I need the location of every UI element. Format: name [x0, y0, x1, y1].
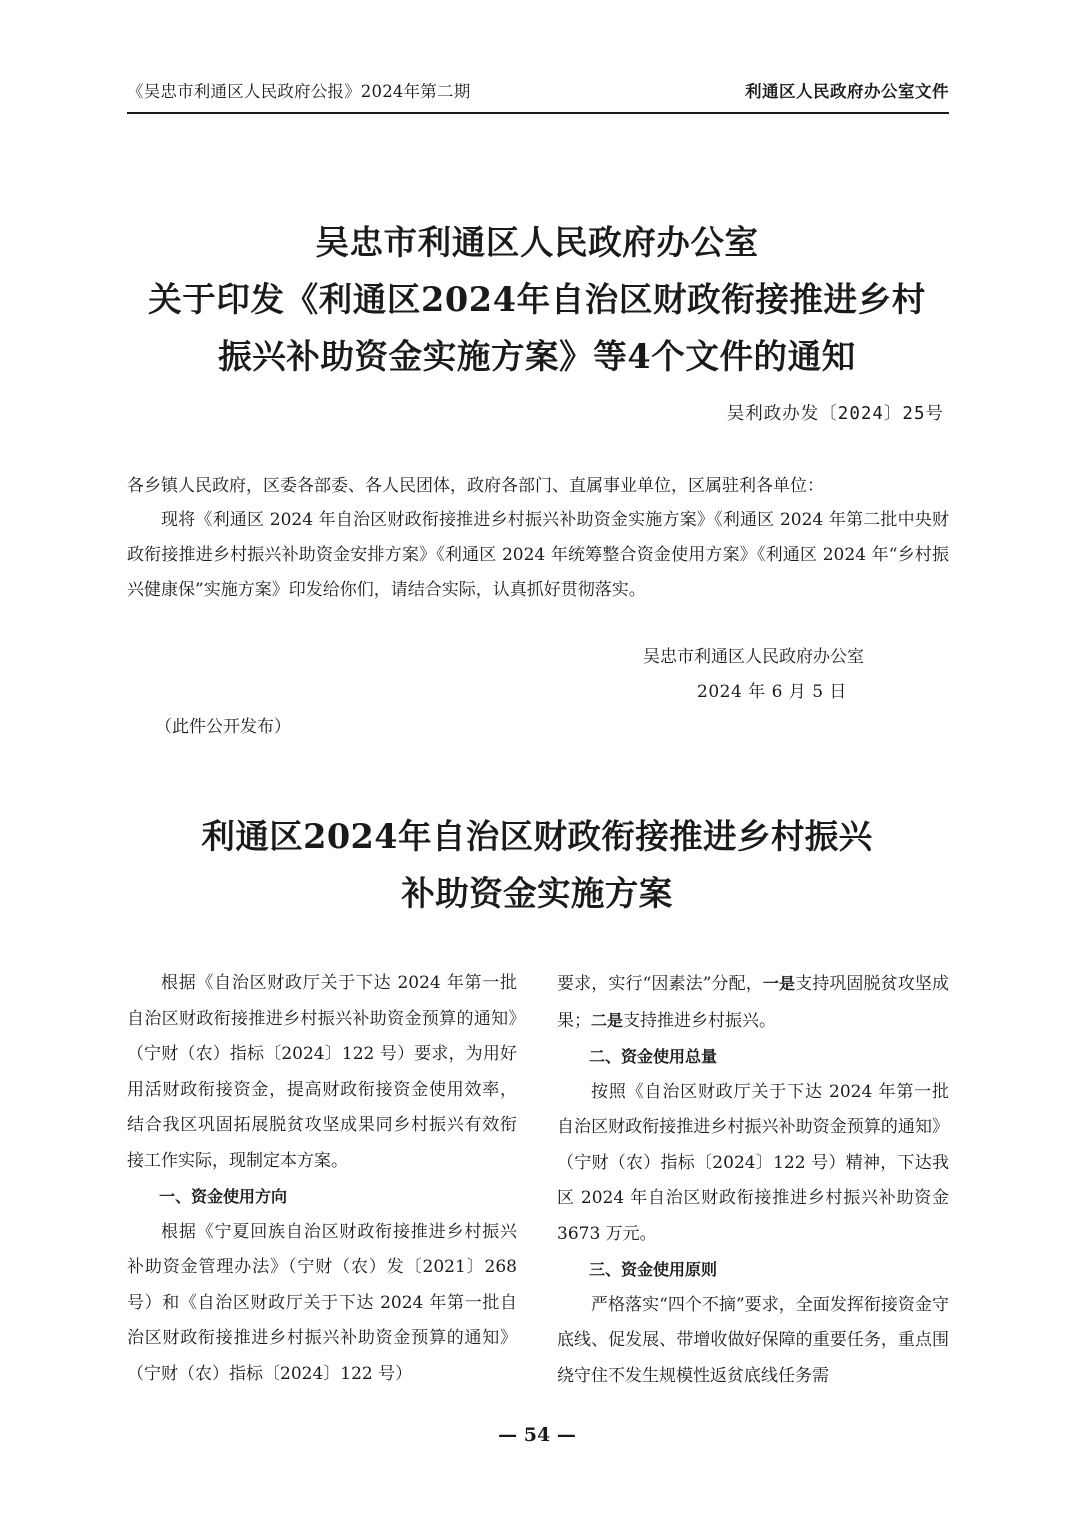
header-rule	[127, 112, 949, 114]
running-header	[127, 78, 949, 104]
emphasis: 一是	[762, 974, 796, 993]
bulletin-issue: 《吴忠市利通区人民政府公报》2024年第二期	[127, 82, 471, 101]
notice-title	[60, 214, 1014, 385]
plan-title-line: 利通区2024年自治区财政衔接推进乡村振兴	[201, 817, 873, 856]
plan-title	[60, 808, 1014, 922]
left-column	[127, 966, 517, 1392]
notice-body: 现将《利通区 2024 年自治区财政衔接推进乡村振兴补助资金实施方案》《利通区 2024 年第二批中央财政衔接推进乡村振兴补助资金安排方案》《利通区 2024 年统筹整合资金使用方案》《利通区 2024 年“乡村振兴健康保”实施方案》印发给你们，请结合实际，认真抓好贯彻落实。	[127, 510, 949, 600]
signer: 吴忠市利通区人民政府办公室	[643, 647, 864, 667]
notice-title-line: 吴忠市利通区人民政府办公室	[315, 223, 759, 262]
document-category: 利通区人民政府办公室文件	[745, 82, 949, 101]
document-number: 吴利政办发〔2024〕25号	[726, 404, 944, 424]
section-paragraph: 按照《自治区财政厅关于下达 2024 年第一批自治区财政衔接推进乡村振兴补助资金预算的通知》（宁财（农）指标〔2024〕122 号）精神，下达我区 2024 年自治区财政衔接推进乡村振兴补助资金 3673 万元。	[557, 1081, 949, 1244]
notice-title-line: 振兴补助资金实施方案》等4个文件的通知	[218, 337, 856, 376]
plan-intro: 根据《自治区财政厅关于下达 2024 年第一批自治区财政衔接推进乡村振兴补助资金预算的通知》（宁财（农）指标〔2024〕122 号）要求，为用好用活财政衔接资金，提高财政衔接资金使用效率，结合我区巩固拓展脱贫攻坚成果同乡村振兴有效衔接工作实际，现制定本方案。	[127, 973, 517, 1171]
page-number: — 54 —	[498, 1424, 576, 1446]
addressee: 各乡镇人民政府，区委各部委、各人民团体，政府各部门、直属事业单位，区属驻利各单位：	[127, 476, 824, 496]
section-paragraph: 严格落实“四个不摘”要求，全面发挥衔接资金守底线、促发展、带增收做好保障的重要任务，重点围绕守住不发生规模性返贫底线任务需	[557, 1294, 949, 1386]
emphasis: 二是	[591, 1010, 624, 1030]
right-column	[557, 966, 949, 1394]
public-note: （此件公开发布）	[155, 717, 291, 737]
section-heading: 二、资金使用总量	[589, 1047, 718, 1066]
section-heading: 一、资金使用方向	[159, 1187, 288, 1206]
continued-paragraph: 要求，实行“因素法”分配，一是支持巩固脱贫攻坚成果；二是支持推进乡村振兴。	[557, 974, 949, 1031]
section-paragraph: 根据《宁夏回族自治区财政衔接推进乡村振兴补助资金管理办法》（宁财（农）发〔2021〕268 号）和《自治区财政厅关于下达 2024 年第一批自治区财政衔接推进乡村振兴补助资金预算的通知》（宁财（农）指标〔2024〕122 号）	[127, 1221, 517, 1384]
sign-date: 2024 年 6 月 5 日	[697, 682, 847, 702]
section-heading: 三、资金使用原则	[589, 1260, 718, 1279]
plan-title-line: 补助资金实施方案	[401, 874, 673, 913]
notice-title-line: 关于印发《利通区2024年自治区财政衔接推进乡村	[148, 280, 926, 319]
